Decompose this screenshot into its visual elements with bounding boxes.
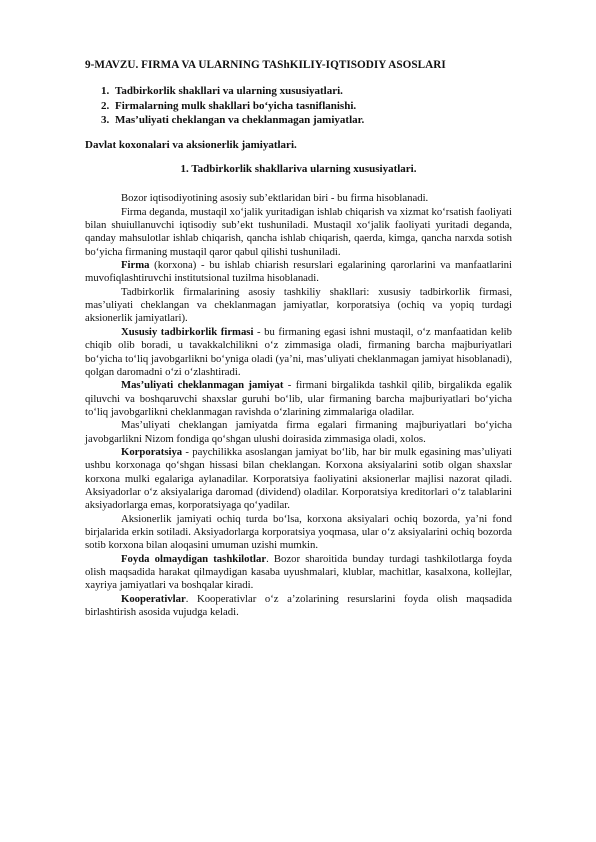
definition-text: . Bozor sharoitida bunday turdagi tashkilotlarga foyda olish maqsadida harakat qilmaydigan kasaba uyushmalari, klublar, machitlar, kasalxona, kollejlar, xayriya jamiyatlari va boshqalar kiradi. [85,552,512,592]
outline-text: Firmalarning mulk shakllari bo‘yicha tasniflanishi. [115,99,357,112]
definition-text: - bu firmaning egasi ishni mustaqil, o‘z manfaatidan kelib chiqib olib boradi, u tavakkalchilikni o‘z zimmasiga oladi, firmaning barcha majburiyatlari bo‘yicha to‘liq javobgarlikni bo‘yniga oladi (ya’ni, mas’uliyati cheklanmagan jamiyat hisoblanadi), qolgan daromadni o‘zi o‘zlashtiradi. [85,325,512,378]
paragraph: Aksionerlik jamiyati ochiq turda bo‘lsa, korxona aksiyalari ochiq bozorda, ya’ni fond birjalarida erkin sotiladi. Aksiyadorlarga korporatsiya yoqmasa, ular o‘z aksiyalarini ochiq bozorda sotib korxona bilan aloqasini umuman uzishi mumkin. [85,512,512,552]
paragraph: Tadbirkorlik firmalarining asosiy tashkiliy shakllari: xususiy tadbirkorlik firmasi, mas’uliyati cheklangan va cheklanmagan jamiyatlar, korporatsiya (ochiq va yopiq turdagi aksionerlik jamiyatlari). [85,285,512,325]
definition-text: (korxona) - bu ishlab chiarish resurslari egalarining qarorlarini va manfaatlarini muvofiqlashtiruvchi institutsional tuzilma hisoblanadi. [85,259,512,285]
term: Foyda olmaydigan tashkilotlar [121,552,267,565]
term: Kooperativlar [121,592,186,605]
outline-text: Mas’uliyati cheklangan va cheklanmagan jamiyatlar. [115,114,365,127]
topic-outline [85,84,512,128]
term: Xususiy tadbirkorlik firmasi [121,325,254,338]
paragraph [85,326,512,379]
term: Mas’uliyati cheklanmagan jamiyat [121,379,284,392]
paragraph: Bozor iqtisodiyotining asosiy sub’ektlaridan biri - bu firma hisoblanadi. [121,192,429,205]
outline-item [85,113,512,128]
definition-text: - paychilikka asoslangan jamiyat bo‘lib, har bir mulk egasining mas’uliyati ushbu korxonaga qo‘shgan hissasi bilan cheklangan. Korxona aksiyalarini sotib olgan shaxslar korxona mulki egalariga aylanadilar. Korporatsiya faoliyatini aksionerlar majlisi nazorat qiladi. Aksiyadorlar o‘z aksiyalariga daromad (dividend) oladilar. Korporatsiya kreditorlari o‘z talablarini aksiyadorlarga emas, korporatsiyaga qo‘yadilar. [85,445,512,512]
paragraph [85,446,512,513]
paragraph [85,553,512,593]
paragraph: Mas’uliyati cheklangan jamiyatda firma egalari firmaning majburiyatlari bo‘yicha javobgarlikni Nizom fondiga qo‘shgan ulushi doirasida zimmasiga oladi, xolos. [85,419,512,445]
paragraph [85,593,512,620]
outline-text: Tadbirkorlik shakllari va ularning xususiyatlari. [115,85,343,97]
paragraph [85,259,512,286]
paragraph [85,379,512,419]
outline-item [85,84,512,99]
outline-item [85,99,512,114]
outline-number: 2. [101,99,110,112]
outline-number: 3. [101,114,110,127]
term: Firma [121,259,150,272]
term: Korporatsiya [121,445,183,458]
outline-continuation: Davlat koxonalari va aksionerlik jamiyatlari. [85,138,297,151]
definition-text: . Kooperativlar o‘z a’zolarining resurslarini foyda olish maqsadida birlashtirish asosida vujudga keladi. [85,592,512,619]
outline-number: 1. [101,85,110,97]
section-heading: 1. Tadbirkorlik shakllariva ularning xususiyatlari. [180,163,417,176]
definition-text: - firmani birgalikda tashkil qilib, birgalikda egalik qiluvchi va boshqaruvchi shaxslar guruhi bo‘lib, ular firmaning barcha majburiyatlari bo‘yicha to‘liq javobgarlikni cheklanmagan ravishda o‘zlarining zimmalariga oladilar. [85,379,513,418]
paragraph: Firma deganda, mustaqil xo‘jalik yuritadigan ishlab chiqarish va xizmat ko‘rsatish faoliyati bilan shuiullanuvchi iqtisodiy sub’ekt tushuniladi. Mustaqil xo‘jalik faoliyati yuritadi deganda, qanday mahsulotlar ishlab chiqarish, qancha ishlab chiqarish, qaerda, kimga, qancha narxda sotish bo‘yicha firmaning mustaqil qaror qabul qilishi tushuniladi. [85,205,512,258]
document-title: 9-MAVZU. FIRMA VA ULARNING TAShKILIY-IQTISODIY ASOSLARI [85,59,446,71]
